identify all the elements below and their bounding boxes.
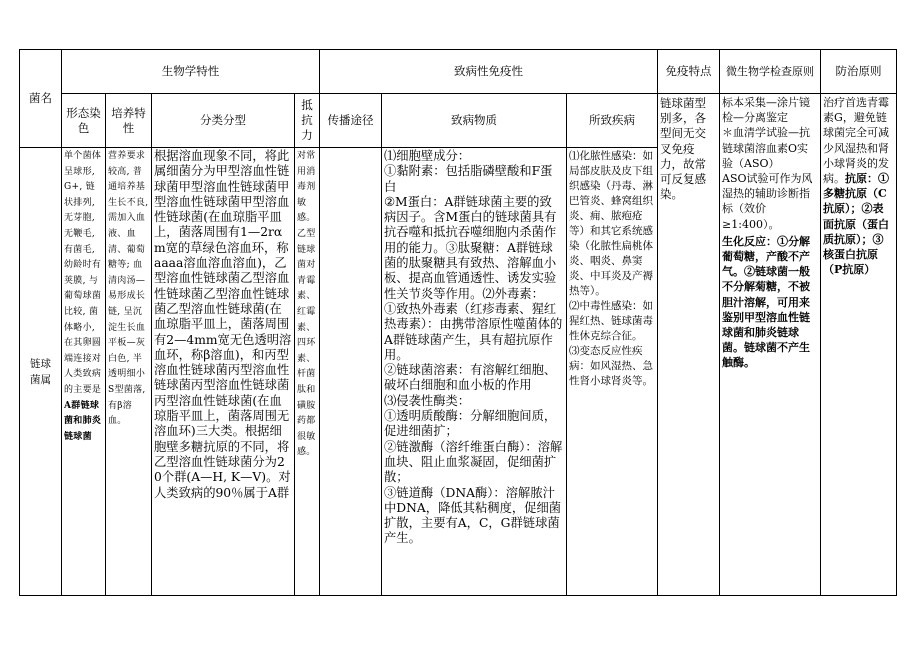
morphology-bold: A群链球菌和肺炎链球菌 bbox=[64, 400, 102, 442]
header-classification: 分类分型 bbox=[152, 94, 295, 148]
prevention-text: 治疗首选青霉素G，避免链球菌完全可减少风湿热和肾小球肾炎的发病。 bbox=[823, 96, 890, 186]
header-micro-exam: 微生物学检查原则 bbox=[720, 50, 821, 94]
micro-exam-serum: ＊血清学试验—抗链球菌溶血素O实验（ASO） bbox=[722, 126, 811, 170]
diseases-cell bbox=[567, 148, 658, 596]
header-pathogenic-immunity: 致病性免疫性 bbox=[320, 50, 658, 94]
pathogenic-substance-cell bbox=[382, 148, 567, 596]
substance-line-2: ①黏附素：包括脂磷壁酸和F蛋白 bbox=[384, 164, 553, 194]
substance-line-4: ①致热外毒素（红疹毒素、猩红热毒素）：由携带溶原性噬菌体的A群链球菌产生，具有超抗原作用。 bbox=[384, 301, 563, 362]
header-immunity-traits: 免疫特点 bbox=[658, 50, 720, 94]
substance-line-7: ①透明质酸酶：分解细胞间质，促进细菌扩； bbox=[384, 409, 557, 439]
header-jun-ming: 菌名 bbox=[20, 50, 62, 148]
header-row-2 bbox=[20, 94, 897, 148]
header-row-1 bbox=[20, 50, 897, 94]
morphology-cell bbox=[62, 148, 106, 596]
disease-allergic: ⑶变态反应性疾病：如风湿热、急性肾小球肾炎等。 bbox=[569, 345, 653, 387]
prevention-cell bbox=[821, 94, 897, 596]
header-resistance: 抵抗力 bbox=[295, 94, 320, 148]
bacteria-name: 链球菌属 bbox=[20, 148, 62, 596]
header-diseases: 所致疾病 bbox=[567, 94, 658, 148]
substance-line-3: ②M蛋白：A群链球菌主要的致病因子。含M蛋白的链球菌具有抗吞噬和抵抗吞噬细胞内杀菌作用的能力。③肽聚糖：A群链球菌的肽聚糖具有致热、溶解血小板、提高血管通透性、诱发实验性关节炎等作用。⑵外毒素： bbox=[384, 194, 557, 301]
header-prevention: 防治原则 bbox=[821, 50, 897, 94]
immunity-text: 链球菌型别多，各型间无交叉免疫力，故常可反复感染。 bbox=[660, 96, 707, 202]
disease-suppurative: ⑴化脓性感染：如局部皮肤及皮下组织感染（丹毒、淋巴管炎、蜂窝组织炎、痈、脓疱疮等）和其它系统感染（化脓性扁桃体炎、咽炎、鼻窦炎、中耳炎及产褥热等）。 bbox=[569, 150, 653, 297]
header-pathogenic-substance: 致病物质 bbox=[382, 94, 567, 148]
micro-exam-sample: 标本采集—涂片镜检—分离鉴定 bbox=[722, 96, 811, 125]
micro-exam-cell bbox=[720, 94, 821, 596]
disease-toxic: ⑵中毒性感染：如猩红热、链球菌毒性休克综合征。 bbox=[569, 300, 653, 342]
transmission-cell bbox=[320, 148, 382, 596]
morphology-text: 单个菌体呈球形, G+, 链状排列, 无芽胞, 无鞭毛, 有菌毛, 幼龄时有荚膜, 与葡萄球菌比较, 菌体略小, 在其卵圆端连接对人类致病的主要是 bbox=[64, 151, 102, 395]
header-bio-traits: 生物学特性 bbox=[62, 50, 320, 94]
header-morphology: 形态染色 bbox=[62, 94, 106, 148]
substance-line-8: ②链激酶（溶纤维蛋白酶）：溶解血块、阻止血浆凝固，促细菌扩散； bbox=[384, 439, 563, 485]
micro-exam-biochem: 生化反应：①分解葡萄糖，产酸不产气。②链球菌一般不分解菊糖，不被胆汁溶解，可用来鉴别甲型溶血性链球菌和肺炎链球菌。链球菌不产生触酶。 bbox=[722, 234, 811, 370]
classification-cell: 根据溶血现象不同，将此属细菌分为甲型溶血性链球菌甲型溶血性链球菌甲型溶血性链球菌甲型溶血性链球菌(在血琼脂平皿上，菌落周围有1—2rαm宽的草绿色溶血环，称aaaa溶血溶血溶血)，乙型溶血性链球菌乙型溶血性链球菌乙型溶血性链球菌乙型溶血性链球菌(在血琼脂平皿上，菌落周围有2—4mm宽无色透明溶血环，称β溶血)，和丙型溶血性链球菌丙型溶血性链球菌丙型溶血性链球菌丙型溶血性链球菌(在血琼脂平皿上，菌落周围无溶血环)三大类。根据细胞壁多糖抗原的不同，将乙型溶血性链球菌分为20个群(A—H, K—V)。对人类致病的90％属于A群 bbox=[152, 148, 295, 596]
bacteria-table bbox=[19, 49, 897, 596]
substance-line-6: ⑶侵袭性酶类： bbox=[384, 393, 471, 408]
substance-line-9: ③链道酶（DNA酶）：溶解脓汁中DNA，降低其粘稠度，促细菌扩散，主要有A，C，G群链球菌产生。 bbox=[384, 485, 562, 546]
prevention-antigen: 抗原：①多糖抗原（C抗原）；②表面抗原（蛋白质抗原）；③核蛋白抗原（P抗原） bbox=[823, 172, 890, 277]
header-culture: 培养特性 bbox=[106, 94, 152, 148]
resistance-cell: 对常用消毒剂敏感。乙型链球菌对青霉素、红霉素、四环素、杆菌肽和磺胺药都很敏感。 bbox=[295, 148, 320, 596]
micro-exam-aso: ASO试验可作为风湿热的辅助诊断指标（效价≥1:400）。 bbox=[722, 172, 813, 231]
immunity-cell bbox=[658, 94, 720, 596]
substance-line-5: ②链球菌溶素：有溶解红细胞、破坏白细胞和血小板的作用 bbox=[384, 363, 557, 393]
header-transmission: 传播途径 bbox=[320, 94, 382, 148]
culture-cell: 营养要求较高, 普通培养基生长不良, 需加入血液、血清、葡萄糖等; 血清肉汤—易形成长链, 呈沉淀生长血平板—灰白色, 半透明细小S型菌落, 有β溶血。 bbox=[106, 148, 152, 596]
substance-line-1: ⑴细胞壁成分： bbox=[384, 149, 471, 163]
